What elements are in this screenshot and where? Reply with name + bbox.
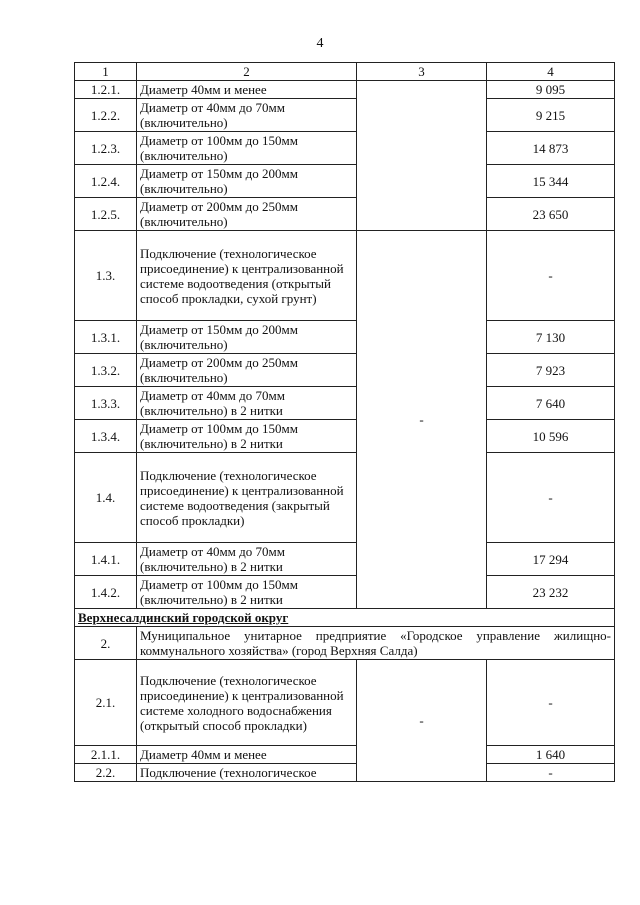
row-description: Диаметр от 150мм до 200мм (включительно)	[137, 165, 357, 198]
row-value: 14 873	[487, 132, 615, 165]
row-number: 1.3.	[75, 231, 137, 321]
header-cell-4: 4	[487, 63, 615, 81]
row-description: Подключение (технологическое присоединение) к централизованной системе водоотведения (закрытый способ прокладки)	[137, 453, 357, 543]
row-value: 7 640	[487, 387, 615, 420]
row-number: 1.3.1.	[75, 321, 137, 354]
row-number: 1.2.1.	[75, 81, 137, 99]
row-number: 1.4.2.	[75, 576, 137, 609]
table-row	[75, 321, 615, 354]
row-description: Диаметр от 200мм до 250мм (включительно)	[137, 354, 357, 387]
table-row	[75, 387, 615, 420]
row-value: 7 130	[487, 321, 615, 354]
column-3-cell: -	[357, 660, 487, 782]
row-number: 2.2.	[75, 764, 137, 782]
row-value: 17 294	[487, 543, 615, 576]
row-description: Диаметр от 150мм до 200мм (включительно)	[137, 321, 357, 354]
row-description: Диаметр от 40мм до 70мм (включительно) в 2 нитки	[137, 543, 357, 576]
row-number: 1.3.4.	[75, 420, 137, 453]
table-row	[75, 543, 615, 576]
row-number: 1.2.5.	[75, 198, 137, 231]
table-row	[75, 354, 615, 387]
row-number: 2.1.1.	[75, 746, 137, 764]
table-row	[75, 660, 615, 746]
row-value: 9 215	[487, 99, 615, 132]
row-number: 1.2.2.	[75, 99, 137, 132]
table-row	[75, 198, 615, 231]
section-row	[75, 609, 615, 627]
row-number: 1.4.	[75, 453, 137, 543]
row-value: 15 344	[487, 165, 615, 198]
page-number: 4	[316, 36, 324, 51]
table-row	[75, 576, 615, 609]
row-value: -	[487, 764, 615, 782]
row-number: 2.1.	[75, 660, 137, 746]
header-cell-1: 1	[75, 63, 137, 81]
row-description: Диаметр 40мм и менее	[137, 746, 357, 764]
row-value: -	[487, 231, 615, 321]
row-value: 23 232	[487, 576, 615, 609]
row-value: 9 095	[487, 81, 615, 99]
row-value: 10 596	[487, 420, 615, 453]
header-cell-3: 3	[357, 63, 487, 81]
table-row	[75, 746, 615, 764]
row-description: Диаметр 40мм и менее	[137, 81, 357, 99]
row-description: Подключение (технологическое	[137, 764, 357, 782]
row-value: -	[487, 453, 615, 543]
row-description: Диаметр от 100мм до 150мм (включительно) в 2 нитки	[137, 576, 357, 609]
tariff-table	[74, 62, 615, 782]
table-row	[75, 132, 615, 165]
table-row	[75, 99, 615, 132]
table-row	[75, 81, 615, 99]
table-row	[75, 165, 615, 198]
row-description: Подключение (технологическое присоединение) к централизованной системе холодного водоснабжения (открытый способ прокладки)	[137, 660, 357, 746]
row-value: 1 640	[487, 746, 615, 764]
table-row	[75, 764, 615, 782]
row-number: 1.3.2.	[75, 354, 137, 387]
row-number: 1.2.4.	[75, 165, 137, 198]
section-title: Верхнесалдинский городской округ	[75, 609, 615, 627]
row-number: 1.4.1.	[75, 543, 137, 576]
organization-name: Муниципальное унитарное предприятие «Городское управление жилищно-коммунального хозяйства» (город Верхняя Салда)	[137, 627, 615, 660]
column-3-cell: -	[357, 231, 487, 609]
table-header-row	[75, 63, 615, 81]
row-description: Диаметр от 200мм до 250мм (включительно)	[137, 198, 357, 231]
column-3-cell	[357, 81, 487, 231]
row-number: 1.3.3.	[75, 387, 137, 420]
row-description: Диаметр от 40мм до 70мм (включительно) в 2 нитки	[137, 387, 357, 420]
row-description: Подключение (технологическое присоединение) к централизованной системе водоотведения (открытый способ прокладки, сухой грунт)	[137, 231, 357, 321]
table-row	[75, 231, 615, 321]
row-value: 23 650	[487, 198, 615, 231]
row-description: Диаметр от 40мм до 70мм (включительно)	[137, 99, 357, 132]
table-row	[75, 420, 615, 453]
table-row	[75, 453, 615, 543]
row-value: -	[487, 660, 615, 746]
row-number: 1.2.3.	[75, 132, 137, 165]
row-description: Диаметр от 100мм до 150мм (включительно)	[137, 132, 357, 165]
row-value: 7 923	[487, 354, 615, 387]
row-description: Диаметр от 100мм до 150мм (включительно) в 2 нитки	[137, 420, 357, 453]
header-cell-2: 2	[137, 63, 357, 81]
table-row	[75, 627, 615, 660]
row-number: 2.	[75, 627, 137, 660]
